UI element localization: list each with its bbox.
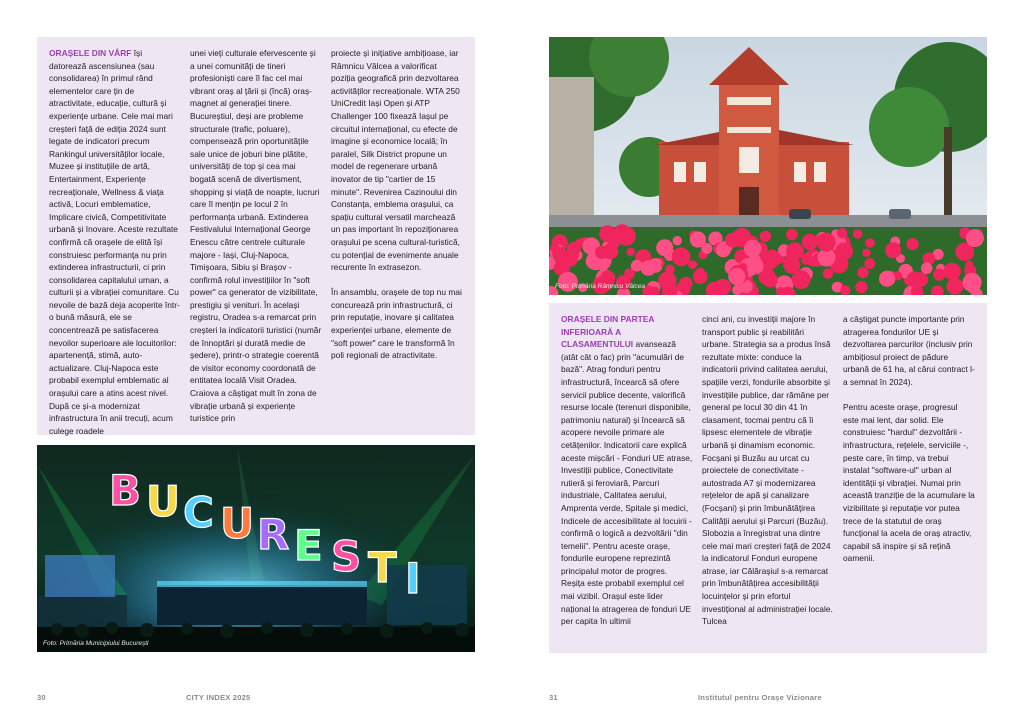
flower	[885, 242, 901, 258]
left-text-column-3	[331, 47, 463, 362]
sign-letter: C	[183, 488, 214, 537]
flower	[672, 248, 691, 267]
paragraph	[331, 47, 463, 274]
flower	[837, 228, 847, 238]
flower	[679, 277, 693, 291]
flower	[653, 259, 662, 268]
flower	[673, 236, 682, 245]
flower	[760, 231, 771, 242]
paragraph-text: În ansamblu, orașele de top nu mai concurează prin infrastructură, ci prin reputație, inovare și calitatea experienței urbane, elemente de "soft power" care le transformă în poli regionali de atractivitate.	[331, 287, 462, 361]
flower	[552, 247, 567, 262]
flower	[907, 238, 919, 250]
photo-credit: Foto: Primăria Municipiului București	[43, 640, 149, 647]
publication-name: Institutul pentru Orașe Vizionare	[698, 693, 822, 702]
page-number: 31	[549, 693, 558, 702]
sign-letter: U	[146, 477, 181, 526]
flower	[626, 248, 634, 256]
flower	[879, 271, 895, 287]
right-text-column-3	[843, 313, 975, 565]
flower	[725, 233, 740, 248]
flower	[802, 234, 818, 250]
paragraph-text: cinci ani, cu investiții majore în transport public și reabilitări urbane. Strategia sa a produs însă rezultate mixte: conduce la indicatorii privind calitatea aerului, spațiile verzi, fondurile absorbite și investițiile publice, dar rămâne per general pe locul 30 din 41 în clasament, tocmai pentru că îi lipsesc elementele de vibrație urbană și dinamism economic. Focșani și Buzău au urcat cu proiectele de conectivitate - autostrada A7 și modernizarea rețelelor de apă și canalizare (Focșani) și prin îmbunătățirea Calității aerului și Parcuri (Buzău). Slobozia a înregistrat una dintre cele mai mari creșteri față de 2024 la indicatorul Fonduri europene atrase, iar Călărașiul s-a remarcat prin îmbunătățirea accesibilității locuințelor și prin efortul investițional al administrației locale. Tulcea	[702, 314, 833, 627]
paragraph-text: unei vieți culturale efervescente și a unei comunități de tineri profesioniști care îl fac cel mai vibrant oraș al țării și (încă) oraș-magnet al generației tinere. Bucureștiul, deși are probleme structurale (trafic, poluare), compensează prin oportunitățile sale unice de joburi bine plătite, universități de top și cea mai bogată scenă de divertisment, shopping și viață de noapte, lucruri care îl mențin pe locul 2 în performanța urbană. Extinderea Festivalului Internațional George Enescu către centrele culturale majore - Iași, Cluj-Napoca, Timișoara, Sibiu și Brașov - confirmă rolul investițiilor în "soft power" ca generator de vizibilitate, prestigiu și venituri. În același registru, Oradea s-a remarcat prin creșteri la indicatorii turistici (număr de înnoptări și durată medie de ședere), printr-o strategie coerentă de visitor economy coordonată de entitatea locală Visit Oradea. Craiova a câștigat mult în zona de vibrație urbană și experiențe turistice prin	[190, 48, 322, 424]
paragraph-text: își datorează ascensiunea (sau consolidarea) în primul rând elementelor care țin de atractivitate, educație, cultură și experiențe urbane. Cele mai mari creșteri față de ediția 2024 sunt legate de indicatori precum Rankingul universităților locale, Muzee și instituțiile de artă, Entertainment, Experiențe recreaționale, Wellness & viața activă, Locuri emblematice, Implicare civică, Competitivitate urbană și Inovare. Aceste rezultate confirmă că orașele de elită își construiesc performanța nu prin extinderea infrastructurii, ci prin consolidarea capitalului uman, a culturii și a vibrației comunitare. Cu nevoile de bază deja acoperite într-o bună măsură, ele se concentrează pe satisfacerea nevoilor superioare ale locuitorilor: apartenență, stimă, auto-actualizare. Cluj-Napoca este probabil exemplul emblematic al orașului care a atins acest nivel. După ce și-a modernizat infrastructura în anii trecuți, acum culege roadele	[49, 48, 180, 436]
flower	[747, 258, 763, 274]
sign-letter: T	[368, 543, 397, 592]
paragraph-text: proiecte și inițiative ambițioase, iar Râmnicu Vâlcea a valorificat poziția geografică prin dezvoltarea activităților recreaționale. WTA 250 UniCredit Iași Open și ATP Challenger 100 fixează Iașul pe circuitul internațional, cu efecte de imagine și economice locală; în paralel, Silk District propune un model de regenerare urbană inovator de tip "cartier de 15 minute". Revenirea Cazinoului din Constanța, emblema orașului, ca spațiu cultural versatil marchează un pas important în repoziționarea orașului pe scena cultural-turistică, cu potențial de evenimente anuale recurente în extrasezon.	[331, 48, 460, 273]
left-text-panel	[37, 37, 475, 435]
flower	[693, 269, 708, 284]
left-text-column-1	[49, 47, 181, 437]
flower	[783, 256, 800, 273]
paragraph-text: Pentru aceste orașe, progresul este mai lent, dar solid. Ele construiesc "hardul" dezvoltării - infrastructura, rețelele, serviciile -, peste care, în timp, va trebui instalat "software-ul" urban al identității și vibrației. Numai prin această tranziție de la acumulare la vizibilitate și reputație vor putea trece de la statutul de oraș funcțional la acela de oraș atractiv, capabil să inspire și să rețină oamenii.	[843, 402, 975, 564]
flower	[933, 269, 945, 281]
flower	[728, 268, 745, 285]
paragraph-text: avansează (atât cât o fac) prin "acumulări de bază". Atrag fonduri pentru infrastructură, încearcă să ofere servicii publice decente, valorifică resurse locale (terenuri disponibile, patrimoniu natural) și încearcă să acopere nevoile primare ale cetățenilor. Indicatorii care explică aceste mișcări - Fonduri UE atrase, Investiții publice, Conectivitate rutieră și feroviară, Parcuri industriale, Calitatea aerului, Amprenta verde, Spitale și medici, Indicele de accesibilitate al locuirii - confirmă o logică a dezvoltării "din temelii". Pentru aceste orașe, fondurile europene reprezintă principalul motor de progres. Reșița este probabil exemplul cel mai vizibil. Orașul este lider național la atragerea de fonduri UE per capita în ultimii	[561, 339, 693, 627]
ramnicu-valcea-photo	[549, 37, 987, 295]
flower	[853, 229, 863, 239]
right-text-column-1	[561, 313, 693, 628]
photo-credit: Foto: Primăria Râmnicu Vâlcea	[555, 283, 645, 290]
right-text-column-2	[702, 313, 834, 628]
sign-letter: B	[109, 466, 142, 515]
flower	[823, 268, 833, 278]
flower	[690, 231, 706, 247]
flower	[943, 263, 960, 280]
flower	[855, 281, 867, 293]
flower	[966, 229, 984, 247]
building-illustration	[549, 37, 987, 295]
right-text-panel	[549, 303, 987, 653]
flower	[862, 249, 870, 257]
paragraph	[702, 313, 834, 628]
concert-illustration	[37, 445, 475, 652]
sign-letter: E	[294, 521, 323, 570]
flower	[835, 243, 853, 261]
paragraph	[561, 313, 693, 628]
sign-letter: R	[257, 510, 290, 559]
flower	[763, 273, 778, 288]
paragraph	[49, 47, 181, 437]
flower	[857, 267, 868, 278]
right-page	[512, 0, 1024, 724]
lead-in-highlight: ORAȘELE DIN VÂRF	[49, 48, 132, 58]
flower	[764, 250, 782, 268]
flower	[603, 244, 619, 260]
sign-letter: I	[405, 554, 421, 603]
flower	[732, 285, 742, 295]
page-number: 30	[37, 693, 46, 702]
flower	[864, 258, 875, 269]
flower	[907, 271, 923, 287]
flower	[947, 278, 964, 295]
flower	[801, 256, 810, 265]
left-text-column-2	[190, 47, 322, 425]
sign-letter: S	[331, 532, 362, 581]
bucuresti-concert-photo	[37, 445, 475, 652]
flower	[921, 263, 933, 275]
paragraph	[331, 286, 463, 362]
flower	[665, 265, 675, 275]
paragraph	[190, 47, 322, 425]
paragraph	[843, 313, 975, 389]
flower	[817, 233, 836, 252]
flower	[786, 229, 798, 241]
sign-letter: U	[220, 499, 255, 548]
paragraph	[843, 401, 975, 565]
paragraph-text: a câștigat puncte importante prin atragerea fondurilor UE și dezvoltarea parcurilor (inclusiv prin ambițiosul proiect de pădure urbană de 61 ha, al cărui contract l-a semnat în 2024).	[843, 314, 975, 387]
publication-name: CITY INDEX 2025	[186, 693, 251, 702]
flower	[865, 238, 875, 248]
flower	[688, 260, 697, 269]
flower	[714, 279, 731, 295]
lead-in-highlight: ORAȘELE DIN PARTEA INFERIOARĂ A CLASAMENTULUI	[561, 314, 655, 350]
